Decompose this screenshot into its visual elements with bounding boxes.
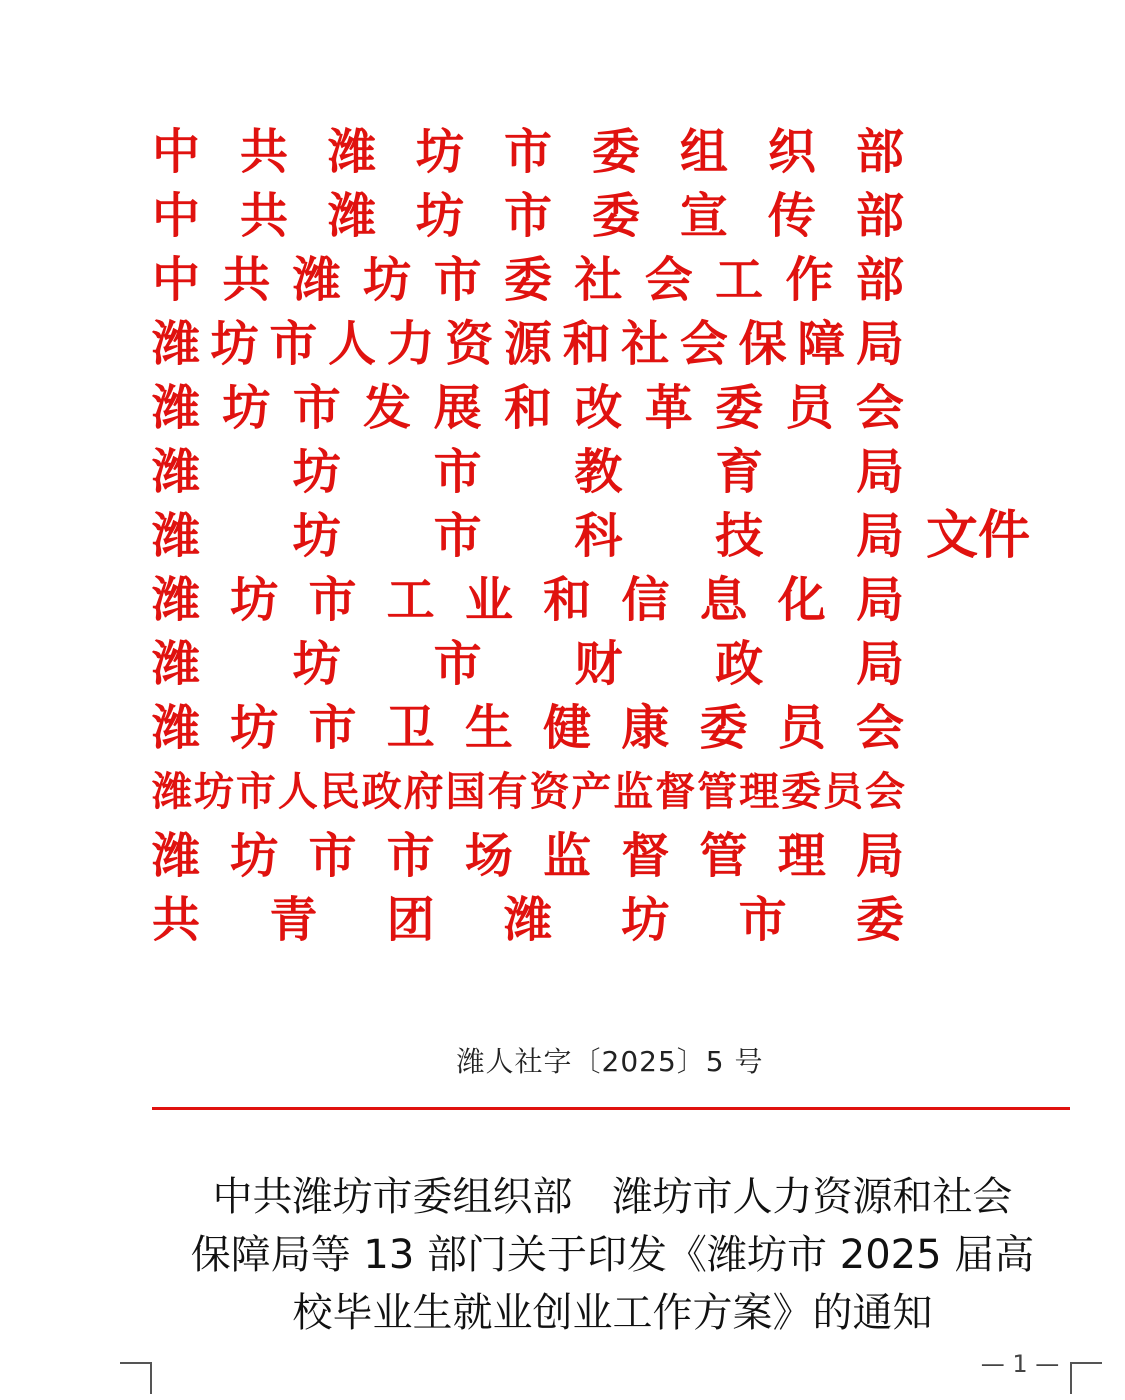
issuer-char: 共: [222, 252, 271, 308]
issuer-char: 部: [855, 124, 904, 180]
issuer-char: 资: [529, 769, 569, 815]
issuer-char: 潍: [152, 636, 201, 692]
issuer-char: 生: [464, 700, 513, 756]
issuer-line: [152, 312, 904, 376]
issuer-char: 场: [464, 828, 513, 884]
issuer-char: 潍: [152, 508, 201, 564]
issuer-char: 坊: [363, 252, 412, 308]
issuer-char: 市: [433, 252, 482, 308]
issuer-char: 团: [386, 892, 435, 948]
issuer-char: 健: [543, 700, 592, 756]
issuer-char: 府: [403, 769, 443, 815]
issuer-char: 青: [269, 892, 318, 948]
issuer-char: 市: [292, 380, 341, 436]
issuer-char: 人: [327, 316, 376, 372]
issuer-char: 市: [433, 508, 482, 564]
issuer-char: 康: [621, 700, 670, 756]
issuer-char: 市: [386, 828, 435, 884]
issuer-char: 宣: [679, 188, 728, 244]
title-line: 中共潍坊市委组织部 潍坊市人力资源和社会: [212, 1174, 1013, 1220]
issuer-char: 卫: [386, 700, 435, 756]
issuer-char: 监: [613, 769, 653, 815]
issuer-line: [152, 120, 904, 184]
issuer-char: 障: [797, 316, 846, 372]
issuer-char: 会: [855, 380, 904, 436]
issuer-char: 产: [571, 769, 611, 815]
issuer-char: 会: [644, 252, 693, 308]
issuer-char: 革: [644, 380, 693, 436]
issuer-char: 委: [699, 700, 748, 756]
issuer-char: 信: [621, 572, 670, 628]
issuer-char: 会: [855, 700, 904, 756]
issuer-char: 潍: [292, 252, 341, 308]
issuer-suffix: 文件: [926, 506, 1031, 566]
issuer-char: 中: [152, 188, 201, 244]
crop-mark-right: [1070, 1362, 1102, 1394]
issuer-line: [152, 632, 904, 696]
issuer-char: 政: [715, 636, 764, 692]
issuer-char: 源: [503, 316, 552, 372]
issuer-char: 财: [574, 636, 623, 692]
title-line: 校毕业生就业创业工作方案》的通知: [292, 1290, 933, 1336]
issuer-char: 坊: [292, 444, 341, 500]
issuer-char: 坊: [230, 828, 279, 884]
issuer-char: 委: [855, 892, 904, 948]
issuer-line: [152, 440, 904, 504]
issuer-line: [152, 888, 904, 952]
issuer-char: 育: [715, 444, 764, 500]
issuer-char: 理: [777, 828, 826, 884]
issuer-char: 管: [699, 828, 748, 884]
issuer-char: 政: [361, 769, 401, 815]
issuer-char: 民: [319, 769, 359, 815]
issuer-char: 局: [855, 508, 904, 564]
issuer-char: 委: [715, 380, 764, 436]
issuer-char: 坊: [292, 508, 341, 564]
issuer-char: 技: [715, 508, 764, 564]
issuer-char: 和: [503, 380, 552, 436]
issuer-char: 潍: [152, 380, 201, 436]
issuer-char: 传: [767, 188, 816, 244]
issuer-line: [152, 376, 904, 440]
issuer-char: 市: [503, 188, 552, 244]
issuer-char: 市: [503, 124, 552, 180]
issuer-char: 息: [699, 572, 748, 628]
issuer-line: [152, 248, 904, 312]
issuer-line: [152, 824, 904, 888]
issuer-char: 坊: [415, 188, 464, 244]
issuer-char: 市: [433, 444, 482, 500]
issuer-char: 委: [591, 188, 640, 244]
issuer-char: 员: [785, 380, 834, 436]
issuer-char: 监: [543, 828, 592, 884]
issuer-char: 社: [574, 252, 623, 308]
issuer-char: 坊: [415, 124, 464, 180]
issuer-char: 坊: [230, 572, 279, 628]
crop-mark-left: [120, 1362, 152, 1394]
document-number: 潍人社字〔2025〕5 号: [456, 1045, 764, 1078]
issuer-char: 会: [864, 769, 904, 815]
issuer-char: 业: [464, 572, 513, 628]
issuer-char: 共: [152, 892, 201, 948]
issuer-char: 局: [855, 828, 904, 884]
issuer-char: 委: [503, 252, 552, 308]
issuer-char: 社: [621, 316, 670, 372]
issuer-char: 坊: [230, 700, 279, 756]
issuer-char: 资: [445, 316, 494, 372]
issuer-char: 潍: [327, 188, 376, 244]
issuer-char: 理: [739, 769, 779, 815]
issuer-char: 坊: [292, 636, 341, 692]
issuer-char: 教: [574, 444, 623, 500]
issuer-char: 改: [574, 380, 623, 436]
issuer-char: 潍: [152, 769, 191, 815]
issuer-char: 员: [777, 700, 826, 756]
issuer-char: 保: [738, 316, 787, 372]
issuer-char: 委: [781, 769, 821, 815]
issuer-char: 局: [855, 316, 904, 372]
page-number: — 1 —: [980, 1350, 1060, 1378]
issuer-char: 委: [591, 124, 640, 180]
issuer-char: 会: [679, 316, 728, 372]
issuer-char: 作: [785, 252, 834, 308]
issuer-char: 国: [445, 769, 485, 815]
issuer-char: 织: [767, 124, 816, 180]
issuer-char: 展: [433, 380, 482, 436]
issuer-char: 局: [855, 636, 904, 692]
issuer-char: 工: [386, 572, 435, 628]
issuer-char: 科: [574, 508, 623, 564]
issuer-char: 有: [487, 769, 527, 815]
issuer-char: 潍: [152, 444, 201, 500]
issuer-char: 中: [152, 124, 201, 180]
issuer-line: [152, 696, 904, 760]
issuer-char: 潍: [152, 316, 201, 372]
issuer-char: 坊: [210, 316, 259, 372]
issuer-char: 潍: [152, 700, 201, 756]
issuer-list: [152, 120, 904, 952]
issuer-char: 管: [697, 769, 737, 815]
issuer-char: 化: [777, 572, 826, 628]
issuer-char: 发: [363, 380, 412, 436]
issuer-char: 共: [239, 188, 288, 244]
issuer-char: 市: [235, 769, 275, 815]
issuer-char: 中: [152, 252, 201, 308]
issuer-char: 部: [855, 252, 904, 308]
issuer-char: 市: [433, 636, 482, 692]
issuer-char: 市: [308, 828, 357, 884]
issuer-char: 和: [562, 316, 611, 372]
issuer-char: 力: [386, 316, 435, 372]
issuer-char: 坊: [621, 892, 670, 948]
issuer-char: 市: [308, 700, 357, 756]
red-separator-line: [152, 1107, 1070, 1110]
issuer-line: [152, 568, 904, 632]
issuer-char: 潍: [152, 572, 201, 628]
issuer-char: 潍: [327, 124, 376, 180]
issuer-char: 部: [855, 188, 904, 244]
issuer-char: 共: [239, 124, 288, 180]
issuer-char: 局: [855, 572, 904, 628]
issuer-char: 局: [855, 444, 904, 500]
issuer-char: 潍: [503, 892, 552, 948]
issuer-char: 督: [655, 769, 695, 815]
issuer-line: [152, 184, 904, 248]
issuer-char: 人: [277, 769, 317, 815]
issuer-char: 组: [679, 124, 728, 180]
issuer-char: 潍: [152, 828, 201, 884]
issuer-char: 员: [823, 769, 862, 815]
issuer-char: 督: [621, 828, 670, 884]
issuer-char: 和: [543, 572, 592, 628]
title-line: 保障局等 13 部门关于印发《潍坊市 2025 届高: [190, 1232, 1035, 1278]
document-title: [150, 1168, 1075, 1342]
issuer-char: 坊: [193, 769, 233, 815]
issuer-char: 市: [269, 316, 318, 372]
issuer-char: 坊: [222, 380, 271, 436]
issuer-line: [152, 760, 904, 824]
issuer-line: [152, 504, 904, 568]
issuer-char: 市: [308, 572, 357, 628]
issuer-char: 市: [738, 892, 787, 948]
issuer-char: 工: [715, 252, 764, 308]
